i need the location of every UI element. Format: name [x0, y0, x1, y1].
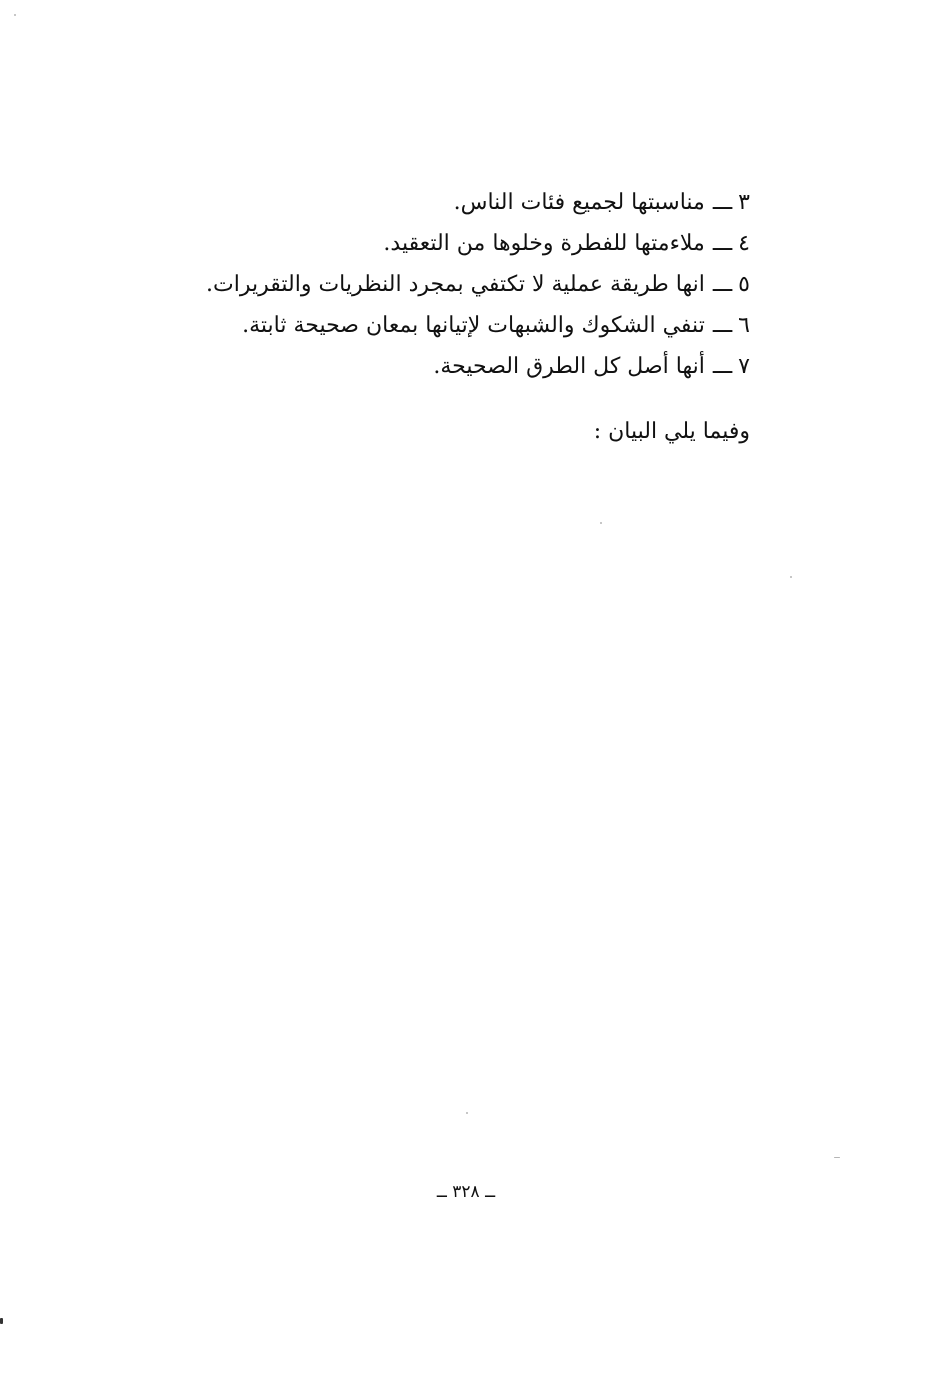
list-item-number: ٤: [738, 231, 750, 256]
list-item-text: ملاءمتها للفطرة وخلوها من التعقيد.: [383, 231, 705, 256]
list-item-number: ٣: [738, 190, 750, 215]
list-item: [190, 264, 750, 305]
list-item: [190, 346, 750, 387]
scan-speck: [466, 1112, 468, 1114]
scan-speck: [600, 522, 602, 524]
list-item: [190, 223, 750, 264]
list-item-text: انها طريقة عملية لا تكتفي بمجرد النظريات والتقريرات.: [206, 272, 705, 297]
list-item: [190, 305, 750, 346]
list-item-text: تنفي الشكوك والشبهات لإتيانها بمعان صحيحة ثابتة.: [242, 313, 705, 338]
closing-paragraph: وفيما يلي البيان :: [593, 419, 750, 444]
list-item-number: ٦: [738, 313, 750, 338]
list-item-number: ٥: [738, 272, 750, 297]
list-item-dash: ـــ: [712, 272, 733, 297]
scan-speck: [790, 576, 792, 578]
scan-speck: [0, 1318, 3, 1324]
page-body: [190, 182, 750, 474]
list-item-dash: ـــ: [712, 231, 733, 256]
scan-speck: [14, 14, 16, 16]
list-item-dash: ـــ: [712, 190, 733, 215]
list-item-dash: ـــ: [712, 354, 733, 379]
list-item-text: أنها أصل كل الطرق الصحيحة.: [433, 354, 705, 379]
list-item-number: ٧: [738, 354, 750, 379]
scan-speck: [834, 1157, 840, 1158]
list-item: [190, 182, 750, 223]
numbered-list: [190, 182, 750, 387]
list-item-text: مناسبتها لجميع فئات الناس.: [453, 190, 705, 215]
page-number: ــ ٣٢٨ ــ: [436, 1182, 496, 1202]
list-item-dash: ـــ: [712, 313, 733, 338]
